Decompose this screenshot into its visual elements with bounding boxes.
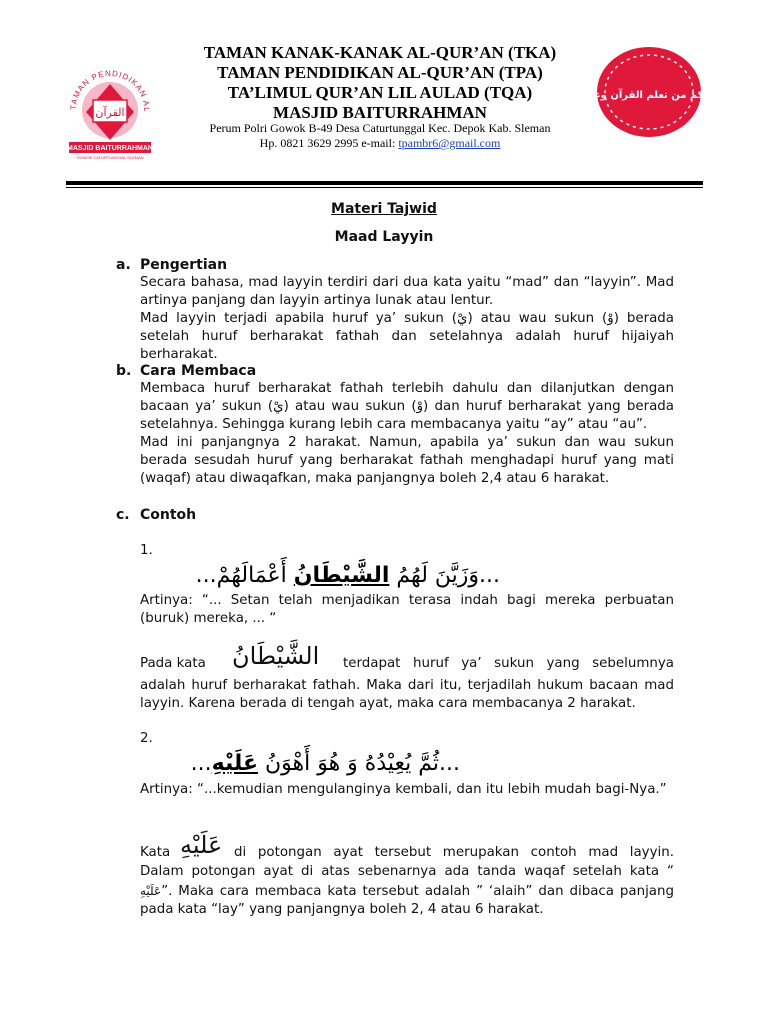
section-c-heading: Contoh — [140, 507, 197, 523]
calligraphy-text: خيركم من تعلم القرآن وعلمه — [576, 90, 722, 101]
tpa-logo-graphic — [66, 50, 154, 162]
example-2-word: عَلَيْهِ — [180, 831, 223, 859]
logo-ring-text: TAMAN PENDIDIKAN AL — [68, 68, 152, 113]
section-b-body — [140, 380, 674, 488]
example-2-number: 2. — [140, 731, 153, 746]
section-a-heading: Pengertian — [140, 257, 228, 273]
example-2-explain-line1: di potongan ayat tersebut merupakan contoh mad layyin. — [234, 845, 674, 860]
section-b-p2: Mad ini panjangnya 2 harakat. Namun, apabila ya’ sukun dan wau sukun berada sesudah huruf yang berharakat fathah menghadapi huruf yang mati (waqaf) atau diwaqafkan, maka panjangnya boleh 2,4 atau 6 harakat. — [140, 435, 674, 486]
example-2-verse — [140, 746, 460, 782]
header-line-1: TAMAN KANAK-KANAK AL-QUR’AN (TKA) — [203, 43, 557, 62]
section-b-label: b. — [116, 363, 132, 379]
example-1-verse-start: ...وَزَيَّنَ لَهُمُ — [389, 563, 500, 588]
section-a-label: a. — [116, 257, 131, 273]
example-2-kata: Kata — [140, 845, 171, 860]
header-line-4: MASJID BAITURRAHMAN — [273, 103, 487, 122]
header-divider-thin — [66, 187, 703, 188]
example-2-explain-rest — [140, 882, 674, 919]
header-phone: Hp. 0821 3629 2995 e-mail: — [259, 136, 399, 150]
header-contact — [150, 136, 610, 151]
header-line-3: TA’LIMUL QUR’AN LIL AULAD (TQA) — [227, 83, 533, 102]
example-1-pada-kata: Pada kata — [140, 656, 206, 671]
example-2-explain-line2: Dalam potongan ayat di atas sebenarnya ada tanda waqaf setelah kata “ — [140, 864, 674, 879]
section-b-heading: Cara Membaca — [140, 363, 257, 379]
section-a-body — [140, 274, 674, 364]
section-a-p1: Secara bahasa, mad layyin terdiri dari dua kata yaitu “mad” dan “layyin”. Mad artinya panjang dan layyin artinya lunak atau lentur. — [140, 275, 674, 308]
example-2-verse-end: ... — [190, 751, 212, 776]
example-1-explain-rest: adalah huruf berharakat fathah. Maka dari itu, terjadilah hukum bacaan mad layyin. Karena berada di tengah ayat, maka cara membacanya 2 harakat. — [140, 678, 674, 711]
example-1-number: 1. — [140, 543, 153, 558]
doc-title: Materi Tajwid — [331, 201, 437, 217]
doc-subtitle: Maad Layyin — [334, 229, 434, 245]
section-a-p2: Mad layyin terjadi apabila huruf ya’ sukun (يْ) atau wau sukun (وْ) berada setelah huruf berharakat fathah dan setelahnya adalah huruf hijaiyah berharakat. — [140, 311, 674, 362]
example-1-verse-highlight: الشَّيْطَانُ — [293, 563, 390, 588]
header-address: Perum Polri Gowok B-49 Desa Caturtunggal Kec. Depok Kab. Sleman — [209, 121, 551, 135]
example-1-explain-line1: terdapat huruf ya’ sukun yang sebelumnya — [343, 656, 674, 671]
email-link[interactable]: tpambr6@gmail.com — [398, 136, 501, 150]
header-divider-thick — [66, 181, 703, 185]
example-1-verse — [140, 558, 500, 594]
example-1-artinya: Artinya: “... Setan telah menjadikan terasa indah bagi mereka perbuatan (buruk) mereka, ... “ — [140, 593, 674, 626]
logo-banner-sub: GOWOK CATURTUNGGAL SLEMAN — [76, 155, 144, 160]
logo-center-text: القرآن — [95, 106, 125, 119]
section-c-label: c. — [116, 507, 130, 523]
header-line-2: TAMAN PENDIDIKAN AL-QUR’AN (TPA) — [217, 63, 543, 82]
example-2-artinya: Artinya: “...kemudian mengulanginya kembali, dan itu lebih mudah bagi-Nya.” — [140, 782, 667, 797]
example-2-verse-highlight: عَلَيْهِ — [211, 751, 258, 776]
example-1-verse-end: أَعْمَالَهُمْ... — [195, 563, 294, 588]
calligraphy-graphic — [576, 44, 722, 140]
example-2-verse-start: ...ثُمَّ يُعِيْدُهُ وَ هُوَ أَهْوَنُ — [258, 751, 460, 776]
logo-banner-text: MASJID BAITURRAHMAN — [67, 145, 153, 152]
example-2-word-small: عَلَيْهِ — [140, 884, 162, 898]
example-1-word: الشَّيْطَانُ — [232, 642, 320, 670]
calligraphy-logo — [576, 44, 722, 140]
section-b-p1: Membaca huruf berharakat fathah terlebih dahulu dan dilanjutkan dengan bacaan ya’ sukun (يْ) atau wau sukun (وْ) dan huruf berharakat yang berada setelahnya. Sehingga kurang lebih cara membacanya yaitu “ay” atau “au”. — [140, 381, 674, 432]
tpa-logo — [66, 50, 154, 162]
example-2-explain-line3: ”. Maka cara membaca kata tersebut adalah ” ‘alaih” dan dibaca panjang pada kata “lay” yang panjangnya boleh 2, 4 atau 6 harakat. — [140, 884, 674, 917]
